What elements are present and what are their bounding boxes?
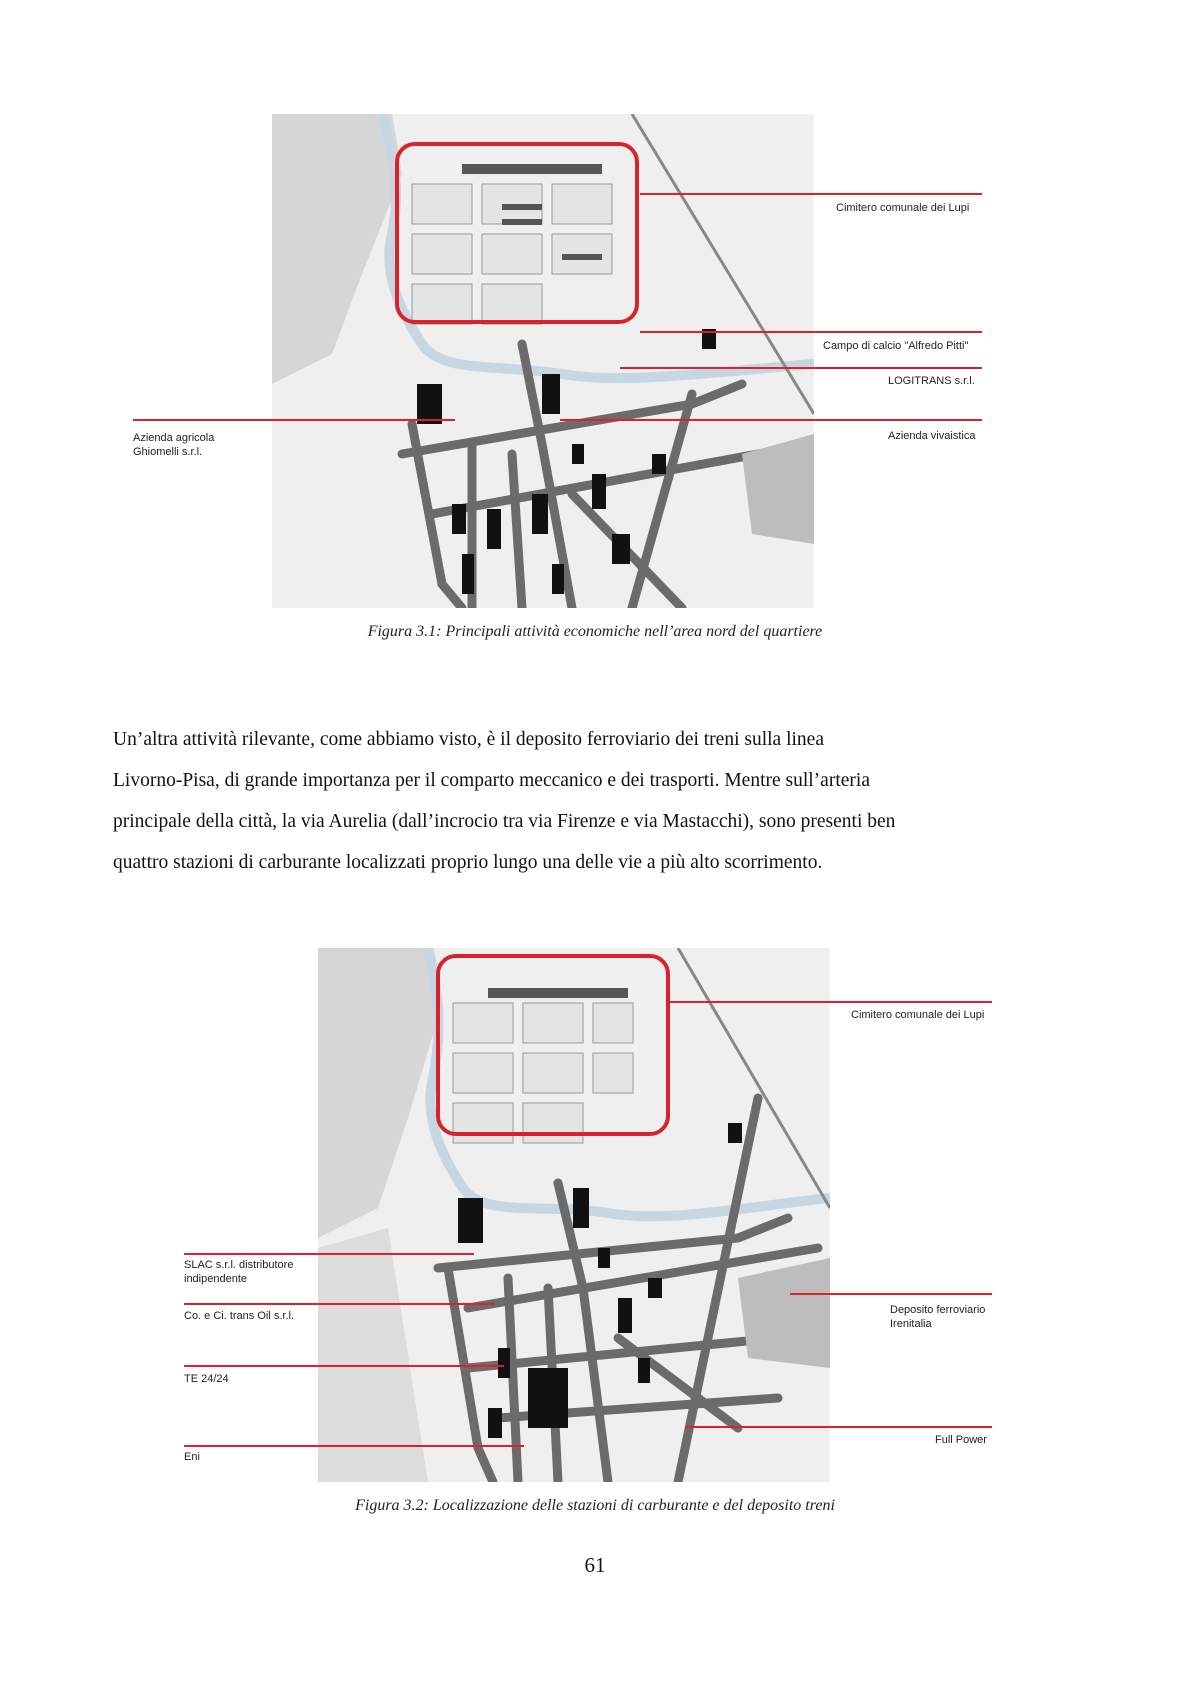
label-deposito bbox=[890, 1303, 985, 1331]
paragraph-line-2: Livorno-Pisa, di grande importanza per il comparto meccanico e dei trasporti. Mentre sull’arteria bbox=[113, 770, 870, 791]
leader-cimitero-2 bbox=[668, 1001, 992, 1003]
leader-logitrans bbox=[620, 367, 982, 369]
map-drawing bbox=[272, 114, 814, 608]
leader-eni bbox=[184, 1445, 524, 1447]
page-number: 61 bbox=[584, 1553, 606, 1577]
label-logitrans: LOGITRANS s.r.l. bbox=[888, 375, 975, 387]
label-cimitero: Cimitero comunale dei Lupi bbox=[836, 202, 970, 214]
label-slac-line2: indipendente bbox=[184, 1273, 248, 1285]
paragraph-line-3: principale della città, la via Aurelia (dall’incrocio tra via Firenze e via Mastacchi), sono presenti ben bbox=[113, 811, 896, 832]
label-coci: Co. e Ci. trans Oil s.r.l. bbox=[184, 1310, 295, 1322]
label-deposito-line2: Irenitalia bbox=[890, 1318, 932, 1330]
paragraph-line-1: Un’altra attività rilevante, come abbiamo visto, è il deposito ferroviario dei treni sulla linea bbox=[113, 729, 824, 750]
label-campo: Campo di calcio "Alfredo Pitti" bbox=[823, 340, 969, 352]
leader-fullpower bbox=[685, 1426, 992, 1428]
label-slac-line1: SLAC s.r.l. distributore bbox=[184, 1259, 294, 1271]
leader-agricola bbox=[133, 419, 455, 421]
figure-1-caption: Figura 3.1: Principali attività economiche nell’area nord del quartiere bbox=[367, 623, 823, 640]
body-paragraph bbox=[113, 719, 1079, 883]
leader-coci bbox=[184, 1303, 494, 1305]
figure-1-map bbox=[272, 114, 814, 608]
label-fullpower: Full Power bbox=[935, 1434, 987, 1446]
label-slac bbox=[184, 1258, 293, 1286]
leader-deposito bbox=[790, 1293, 992, 1295]
map-drawing-2 bbox=[318, 948, 830, 1482]
paragraph-line-4: quattro stazioni di carburante localizzati proprio lungo una delle vie a più alto scorrimento. bbox=[113, 852, 823, 873]
label-agricola-line1: Azienda agricola bbox=[133, 432, 215, 444]
figure-2-caption: Figura 3.2: Localizzazione delle stazioni di carburante e del deposito treni bbox=[355, 1497, 835, 1514]
label-vivaistica: Azienda vivaistica bbox=[888, 430, 976, 442]
leader-cimitero bbox=[640, 193, 982, 195]
label-agricola bbox=[133, 431, 214, 459]
figure-2-map bbox=[318, 948, 830, 1482]
leader-slac bbox=[184, 1253, 474, 1255]
label-agricola-line2: Ghiomelli s.r.l. bbox=[133, 446, 203, 458]
label-te: TE 24/24 bbox=[184, 1373, 229, 1385]
leader-vivaistica bbox=[560, 419, 982, 421]
leader-campo bbox=[640, 331, 982, 333]
label-cimitero-2: Cimitero comunale dei Lupi bbox=[851, 1009, 985, 1021]
leader-te bbox=[184, 1365, 504, 1367]
label-deposito-line1: Deposito ferroviario bbox=[890, 1304, 986, 1316]
label-eni: Eni bbox=[184, 1451, 200, 1463]
